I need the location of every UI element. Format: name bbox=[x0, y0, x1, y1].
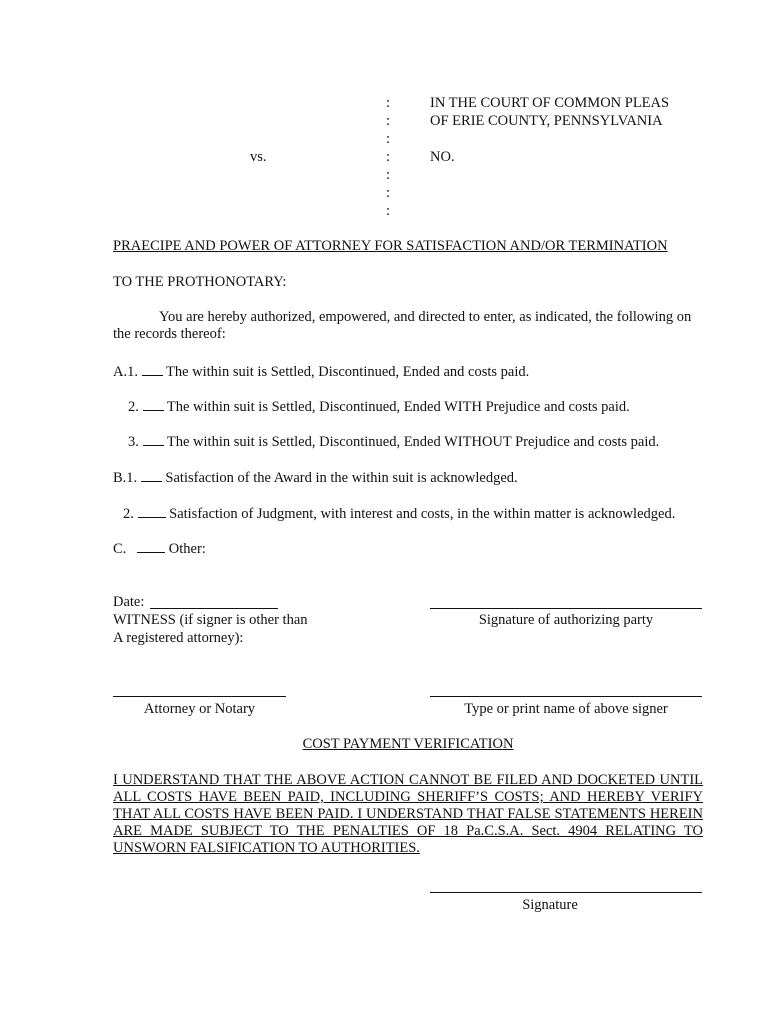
option-number: 3. bbox=[128, 434, 139, 450]
intro-paragraph: You are hereby authorized, empowered, and directed to enter, as indicated, the following on the records thereof: bbox=[113, 309, 692, 342]
date-field[interactable] bbox=[150, 608, 278, 609]
caption-colon: : bbox=[385, 203, 391, 219]
option-b1 bbox=[113, 469, 518, 487]
authorizing-signature-label: Signature of authorizing party bbox=[478, 612, 654, 628]
caption-colon: : bbox=[385, 185, 391, 201]
option-number: C. bbox=[113, 541, 127, 557]
option-c bbox=[113, 540, 206, 558]
verification-statement: I UNDERSTAND THAT THE ABOVE ACTION CANNOT BE FILED AND DOCKETED UNTIL ALL COSTS HAVE BEEN PAID, INCLUDING SHERIFF’S COSTS; AND HEREBY VERIFY THAT ALL COSTS HAVE BEEN PAID. I UNDERSTAND THAT FALSE STATEMENTS HEREIN ARE MADE SUBJECT TO THE PENALTIES OF 18 Pa.C.S.A. Sect. 4904 RELATING TO UNSWORN FALSIFICATION TO AUTHORITIES. bbox=[113, 772, 703, 856]
option-b2 bbox=[123, 505, 675, 523]
option-blank[interactable] bbox=[143, 433, 164, 446]
option-blank[interactable] bbox=[137, 540, 165, 553]
option-text: Satisfaction of Judgment, with interest and costs, in the within matter is acknowledged. bbox=[169, 506, 676, 522]
caption-colon: : bbox=[385, 167, 391, 183]
option-blank[interactable] bbox=[141, 469, 162, 482]
caption-colon: : bbox=[385, 113, 391, 129]
option-blank[interactable] bbox=[143, 398, 164, 411]
court-name-line2: OF ERIE COUNTY, PENNSYLVANIA bbox=[430, 113, 663, 129]
option-number: A.1. bbox=[113, 364, 138, 380]
caption-colon: : bbox=[385, 95, 391, 111]
court-name-line1: IN THE COURT OF COMMON PLEAS bbox=[430, 95, 670, 111]
versus-label: vs. bbox=[250, 149, 267, 165]
witness-label-line1: WITNESS (if signer is other than bbox=[113, 612, 308, 628]
attorney-notary-signature-line[interactable] bbox=[113, 696, 286, 697]
option-text: The within suit is Settled, Discontinued, Ended and costs paid. bbox=[165, 364, 530, 380]
authorizing-signature-line[interactable] bbox=[430, 608, 702, 609]
caption-colon: : bbox=[385, 131, 391, 147]
caption-colon: : bbox=[385, 149, 391, 165]
printed-name-line[interactable] bbox=[430, 696, 702, 697]
printed-name-label: Type or print name of above signer bbox=[464, 701, 668, 717]
option-a2 bbox=[128, 398, 630, 416]
option-text: The within suit is Settled, Discontinued, Ended WITH Prejudice and costs paid. bbox=[166, 399, 630, 415]
option-text: The within suit is Settled, Discontinued, Ended WITHOUT Prejudice and costs paid. bbox=[166, 434, 660, 450]
case-number-label: NO. bbox=[430, 149, 455, 165]
attorney-notary-label: Attorney or Notary bbox=[143, 701, 256, 717]
option-a3 bbox=[128, 433, 659, 451]
option-a1 bbox=[113, 363, 529, 381]
option-number: 2. bbox=[123, 506, 134, 522]
option-text: Satisfaction of the Award in the within suit is acknowledged. bbox=[165, 470, 518, 486]
date-label: Date: bbox=[113, 594, 145, 610]
option-number: 2. bbox=[128, 399, 139, 415]
verification-signature-label: Signature bbox=[522, 897, 578, 913]
option-text: Other: bbox=[168, 541, 206, 557]
option-number: B.1. bbox=[113, 470, 138, 486]
option-blank[interactable] bbox=[138, 505, 166, 518]
verification-signature-line[interactable] bbox=[430, 892, 702, 893]
witness-label-line2: A registered attorney): bbox=[113, 630, 244, 646]
verification-heading: COST PAYMENT VERIFICATION bbox=[302, 736, 514, 752]
option-blank[interactable] bbox=[142, 363, 163, 376]
document-title: PRAECIPE AND POWER OF ATTORNEY FOR SATISFACTION AND/OR TERMINATION bbox=[113, 238, 668, 254]
addressee: TO THE PROTHONOTARY: bbox=[113, 274, 287, 290]
